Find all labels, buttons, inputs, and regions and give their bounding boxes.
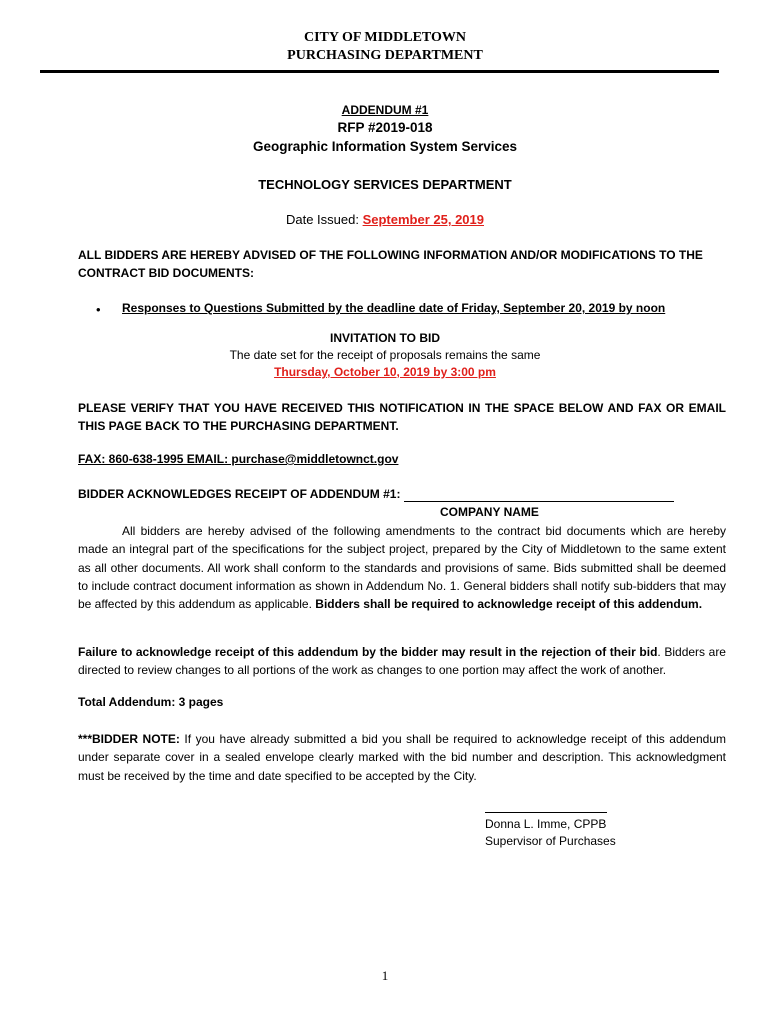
- amendment-text: All bidders are hereby advised of the following amendments to the contract bid documents which are hereby made an integral part of the specifications for the subject project, prepared by the City of Middletown to the same extent as all other documents. All work shall conform to the standards and provisions of same. Bids submitted shall be deemed to include contract document information as shown in Addendum No. 1. General bidders shall notify sub-bidders that may be affected by this addendum as applicable.: [78, 524, 726, 612]
- company-name-field[interactable]: [404, 487, 674, 502]
- advisory-notice: ALL BIDDERS ARE HEREBY ADVISED OF THE FOLLOWING INFORMATION AND/OR MODIFICATIONS TO THE CONTRACT BID DOCUMENTS:: [78, 248, 703, 280]
- rfp-number: RFP #2019-018: [337, 120, 433, 135]
- contact-info: FAX: 860-638-1995 EMAIL: purchase@middletownct.gov: [78, 452, 399, 466]
- bidder-note-text: If you have already submitted a bid you shall be required to acknowledge receipt of this addendum under separate cover in a sealed envelope clearly marked with the bid number and description. This acknowledgment must be received by the time and date specified to be accepted by the City.: [78, 732, 726, 783]
- company-name-label: COMPANY NAME: [440, 505, 539, 519]
- amendment-requirement: Bidders shall be required to acknowledge receipt of this addendum.: [315, 597, 703, 612]
- invitation-title: INVITATION TO BID: [330, 331, 440, 345]
- failure-warning: Failure to acknowledge receipt of this addendum by the bidder may result in the rejection of their bid: [78, 645, 658, 659]
- acknowledge-line: [78, 487, 674, 502]
- date-issued-value: September 25, 2019: [362, 212, 484, 227]
- department-name: TECHNOLOGY SERVICES DEPARTMENT: [258, 177, 512, 192]
- department-heading: PURCHASING DEPARTMENT: [287, 48, 483, 63]
- bid-deadline: Thursday, October 10, 2019 by 3:00 pm: [274, 365, 496, 379]
- bullet-item: Responses to Questions Submitted by the deadline date of Friday, September 20, 2019 by noon: [122, 301, 666, 315]
- city-heading: CITY OF MIDDLETOWN: [303, 30, 467, 45]
- amendment-paragraph: [78, 522, 726, 613]
- addendum-number: ADDENDUM #1: [341, 103, 429, 117]
- failure-text: . Bidders are directed to review changes to all portions of the work as changes to one portion may affect the work of another.: [78, 645, 726, 678]
- signatory-name: Donna L. Imme, CPPB: [485, 817, 607, 831]
- signature-line: [485, 812, 607, 813]
- invitation-text: The date set for the receipt of proposals remains the same: [229, 348, 541, 362]
- signatory-title: Supervisor of Purchases: [485, 834, 616, 848]
- bullet-icon: •: [96, 302, 101, 317]
- header-divider: [40, 70, 719, 73]
- verify-notice: PLEASE VERIFY THAT YOU HAVE RECEIVED THIS NOTIFICATION IN THE SPACE BELOW AND FAX OR EMAIL THIS PAGE BACK TO THE PURCHASING DEPARTMENT.: [78, 401, 726, 433]
- date-issued: [0, 212, 770, 227]
- page-number: 1: [381, 968, 389, 983]
- date-issued-label: Date Issued:: [285, 212, 363, 227]
- bidder-note-label: ***BIDDER NOTE:: [78, 732, 180, 746]
- total-pages: Total Addendum: 3 pages: [78, 695, 224, 709]
- acknowledge-label: BIDDER ACKNOWLEDGES RECEIPT OF ADDENDUM #1:: [78, 487, 404, 501]
- bidder-note: [78, 730, 726, 785]
- failure-paragraph: [78, 643, 726, 680]
- project-title: Geographic Information System Services: [252, 139, 518, 154]
